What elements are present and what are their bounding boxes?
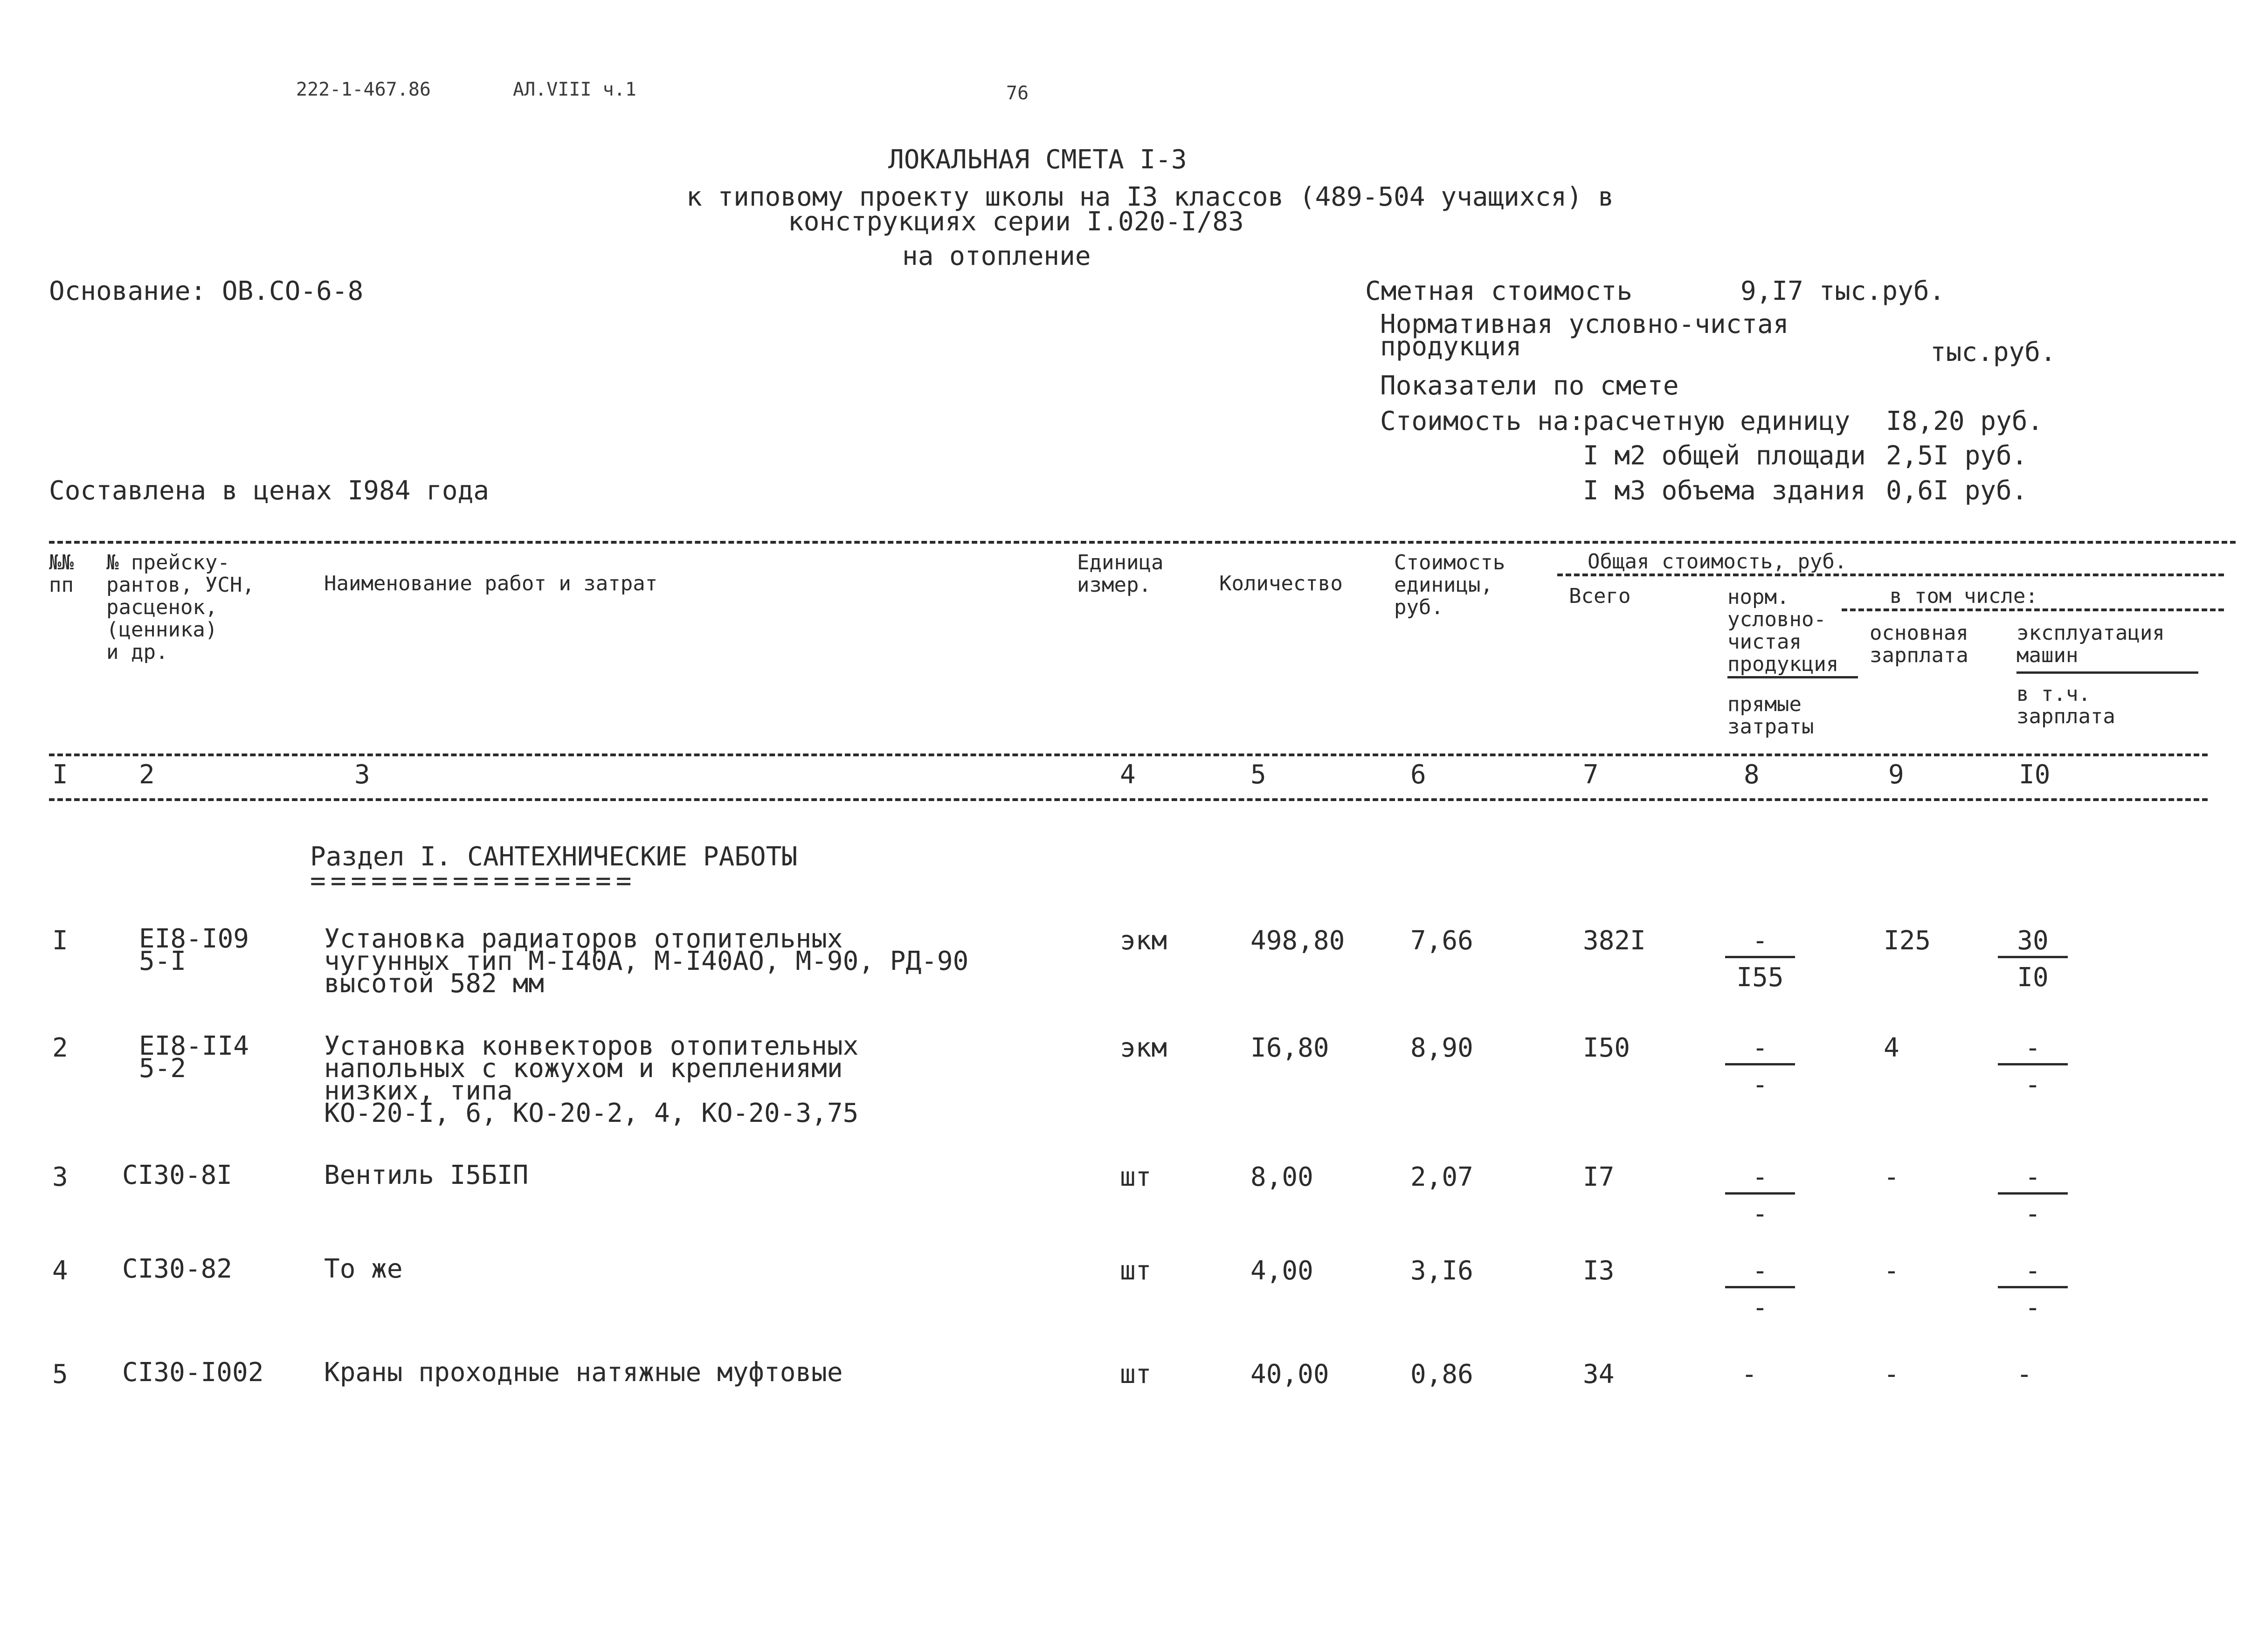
row1-direct-costs: I55 bbox=[1736, 962, 1784, 993]
row4-col10-fraction-bar bbox=[1998, 1286, 2068, 1288]
row2-direct-costs: - bbox=[1752, 1070, 1768, 1100]
col-number-8: 8 bbox=[1744, 760, 1760, 790]
row2-normative-product: - bbox=[1752, 1033, 1768, 1063]
header-top-rule bbox=[49, 541, 2236, 544]
row4-total: I3 bbox=[1583, 1256, 1615, 1286]
header-numbers-top-rule bbox=[49, 753, 2208, 756]
row4-machine-salary: - bbox=[2025, 1293, 2041, 1323]
row1-name: Установка радиаторов отопительных чугунных тип М-I40А, М-I40АО, М-90, РД-90 высотой 582 мм bbox=[324, 924, 969, 999]
row1-unit: экм bbox=[1120, 926, 1167, 956]
cost-on-label: Стоимость на: bbox=[1380, 406, 1585, 436]
row3-code: СI30-8I bbox=[122, 1160, 233, 1190]
row4-unit-cost: 3,I6 bbox=[1410, 1256, 1473, 1286]
col-header-machines: эксплуатация машин bbox=[2016, 621, 2165, 667]
indicators-label: Показатели по смете bbox=[1380, 371, 1679, 401]
row3-unit-cost: 2,07 bbox=[1410, 1162, 1473, 1192]
per-m2-value: 2,5I руб. bbox=[1886, 441, 2028, 471]
prices-year: Составлена в ценах I984 года bbox=[49, 476, 490, 506]
row4-base-salary: - bbox=[1884, 1256, 1899, 1286]
row3-number: 3 bbox=[52, 1162, 68, 1192]
col-header-unit-cost: Стоимость единицы, руб. bbox=[1394, 551, 1505, 619]
row3-total: I7 bbox=[1583, 1162, 1615, 1192]
row5-normative-product: - bbox=[1741, 1359, 1757, 1389]
row5-quantity: 40,00 bbox=[1250, 1359, 1329, 1389]
row4-machines: - bbox=[2025, 1256, 2041, 1286]
row2-name: Установка конвекторов отопительных напольных с кожухом и креплениями низких, типа КО-20-I, 6, КО-20-2, 4, КО-20-3,75 bbox=[324, 1031, 859, 1128]
row3-col8-fraction-bar bbox=[1725, 1192, 1795, 1195]
per-m2-label: I м2 общей площади bbox=[1583, 441, 1866, 471]
row1-number: I bbox=[52, 926, 68, 956]
col-header-including: в том числе: bbox=[1886, 586, 2042, 607]
row4-name: То же bbox=[324, 1254, 403, 1284]
header-bottom-rule bbox=[49, 798, 2208, 801]
page-number: 76 bbox=[1006, 83, 1029, 104]
col-number-9: 9 bbox=[1888, 760, 1904, 790]
row1-col10-fraction-bar bbox=[1998, 956, 2068, 958]
row5-number: 5 bbox=[52, 1359, 68, 1389]
row3-col10-fraction-bar bbox=[1998, 1192, 2068, 1195]
row4-unit: шт bbox=[1120, 1256, 1152, 1286]
row1-total: 382I bbox=[1583, 926, 1646, 956]
album-code: АЛ.VIII ч.1 bbox=[513, 79, 636, 100]
col-header-quantity: Количество bbox=[1219, 572, 1343, 595]
row4-normative-product: - bbox=[1752, 1256, 1768, 1286]
row3-base-salary: - bbox=[1884, 1162, 1899, 1192]
row2-base-salary: 4 bbox=[1884, 1033, 1899, 1063]
row5-machines: - bbox=[2016, 1359, 2032, 1389]
per-m3-value: 0,6I руб. bbox=[1886, 476, 2028, 506]
col-header-direct-costs: прямые затраты bbox=[1727, 692, 1814, 739]
row4-col8-fraction-bar bbox=[1725, 1286, 1795, 1288]
row5-name: Краны проходные натяжные муфтовые bbox=[324, 1357, 843, 1388]
document-code: 222-1-467.86 bbox=[296, 79, 431, 100]
row2-total: I50 bbox=[1583, 1033, 1630, 1063]
estimated-cost-label: Сметная стоимость bbox=[1365, 276, 1633, 306]
per-m3-label: I м3 объема здания bbox=[1583, 476, 1866, 506]
row2-col10-fraction-bar bbox=[1998, 1063, 2068, 1065]
row1-col8-fraction-bar bbox=[1725, 956, 1795, 958]
row1-code: ЕI8-I09 5-I bbox=[139, 924, 249, 976]
row3-normative-product: - bbox=[1752, 1162, 1768, 1192]
col8-header-divider bbox=[1727, 676, 1858, 678]
row3-machine-salary: - bbox=[2025, 1199, 2041, 1229]
col-number-3: 3 bbox=[354, 760, 370, 790]
col-header-base-salary: основная зарплата bbox=[1870, 621, 1968, 667]
per-unit-label: расчетную единицу bbox=[1583, 406, 1851, 436]
row4-number: 4 bbox=[52, 1256, 68, 1286]
row1-machines: 30 bbox=[2017, 926, 2049, 956]
row2-col8-fraction-bar bbox=[1725, 1063, 1795, 1065]
normative-product-value: тыс.руб. bbox=[1930, 337, 2056, 367]
row2-unit-cost: 8,90 bbox=[1410, 1033, 1473, 1063]
col-number-10: I0 bbox=[2019, 760, 2051, 790]
col-header-name: Наименование работ и затрат bbox=[324, 572, 658, 595]
row3-direct-costs: - bbox=[1752, 1199, 1768, 1229]
row4-col10-fraction bbox=[1998, 1258, 2068, 1321]
row5-code: СI30-I002 bbox=[122, 1357, 264, 1388]
document-subtitle-line2: конструкциях серии I.020-I/83 bbox=[788, 207, 1244, 237]
row2-quantity: I6,80 bbox=[1250, 1033, 1329, 1063]
row5-total: 34 bbox=[1583, 1359, 1615, 1389]
row1-col8-fraction bbox=[1725, 928, 1795, 991]
col-header-number: №№ пп bbox=[49, 551, 74, 597]
row2-number: 2 bbox=[52, 1033, 68, 1063]
document-subtitle-line3: на отопление bbox=[902, 241, 1091, 271]
row3-quantity: 8,00 bbox=[1250, 1162, 1313, 1192]
col-header-normative-product: норм. условно- чистая продукция bbox=[1727, 585, 1839, 676]
row5-unit: шт bbox=[1120, 1359, 1152, 1389]
total-cost-group-rule bbox=[1557, 574, 2224, 576]
row1-unit-cost: 7,66 bbox=[1410, 926, 1473, 956]
row1-col10-fraction bbox=[1998, 928, 2068, 991]
row4-code: СI30-82 bbox=[122, 1254, 233, 1284]
row2-unit: экм bbox=[1120, 1033, 1167, 1063]
col-header-pricelist: № прейску- рантов, УСН, расценок, (ценника) и др. bbox=[106, 551, 255, 664]
col10-header-divider bbox=[2016, 671, 2198, 674]
row3-machines: - bbox=[2025, 1162, 2041, 1192]
row1-machine-salary: I0 bbox=[2017, 962, 2049, 993]
estimated-cost-value: 9,I7 тыс.руб. bbox=[1740, 276, 1945, 306]
row5-unit-cost: 0,86 bbox=[1410, 1359, 1473, 1389]
col-header-machine-salary: в т.ч. зарплата bbox=[2016, 682, 2115, 728]
row2-machines: - bbox=[2025, 1033, 2041, 1063]
row2-col8-fraction bbox=[1725, 1035, 1795, 1098]
row1-normative-product: - bbox=[1752, 926, 1768, 956]
normative-product-label: Нормативная условно-чистая продукция bbox=[1380, 309, 1789, 362]
document-subtitle-line1: к типовому проекту школы на I3 классов (489-504 учащихся) в bbox=[686, 182, 1614, 212]
row4-col8-fraction bbox=[1725, 1258, 1795, 1321]
col-number-5: 5 bbox=[1250, 760, 1266, 790]
row4-quantity: 4,00 bbox=[1250, 1256, 1313, 1286]
col-number-6: 6 bbox=[1410, 760, 1426, 790]
row3-col8-fraction bbox=[1725, 1164, 1795, 1227]
col-header-unit: Единица измер. bbox=[1077, 551, 1164, 597]
col-number-7: 7 bbox=[1583, 760, 1599, 790]
col-number-2: 2 bbox=[139, 760, 155, 790]
col-number-4: 4 bbox=[1120, 760, 1136, 790]
per-unit-value: I8,20 руб. bbox=[1886, 406, 2044, 436]
row1-base-salary: I25 bbox=[1884, 926, 1931, 956]
row3-unit: шт bbox=[1120, 1162, 1152, 1192]
row2-code: ЕI8-II4 5-2 bbox=[139, 1031, 249, 1084]
basis-reference: Основание: ОВ.СО-6-8 bbox=[49, 276, 364, 306]
including-rule bbox=[1842, 608, 2224, 611]
row3-col10-fraction bbox=[1998, 1164, 2068, 1227]
document-title: ЛОКАЛЬНАЯ СМЕТА I-3 bbox=[888, 145, 1187, 175]
row5-base-salary: - bbox=[1884, 1359, 1899, 1389]
row1-quantity: 498,80 bbox=[1250, 926, 1345, 956]
row4-direct-costs: - bbox=[1752, 1293, 1768, 1323]
row3-name: Вентиль I5БIП bbox=[324, 1160, 529, 1190]
col-number-1: I bbox=[52, 760, 68, 790]
row2-col10-fraction bbox=[1998, 1035, 2068, 1098]
section-double-underline: ================ bbox=[310, 866, 636, 896]
row2-machine-salary: - bbox=[2025, 1070, 2041, 1100]
col-header-total-cost-group: Общая стоимость, руб. bbox=[1583, 552, 1851, 572]
col-header-total: Всего bbox=[1569, 584, 1631, 608]
section-title: Раздел I. САНТЕХНИЧЕСКИЕ РАБОТЫ bbox=[310, 842, 798, 872]
